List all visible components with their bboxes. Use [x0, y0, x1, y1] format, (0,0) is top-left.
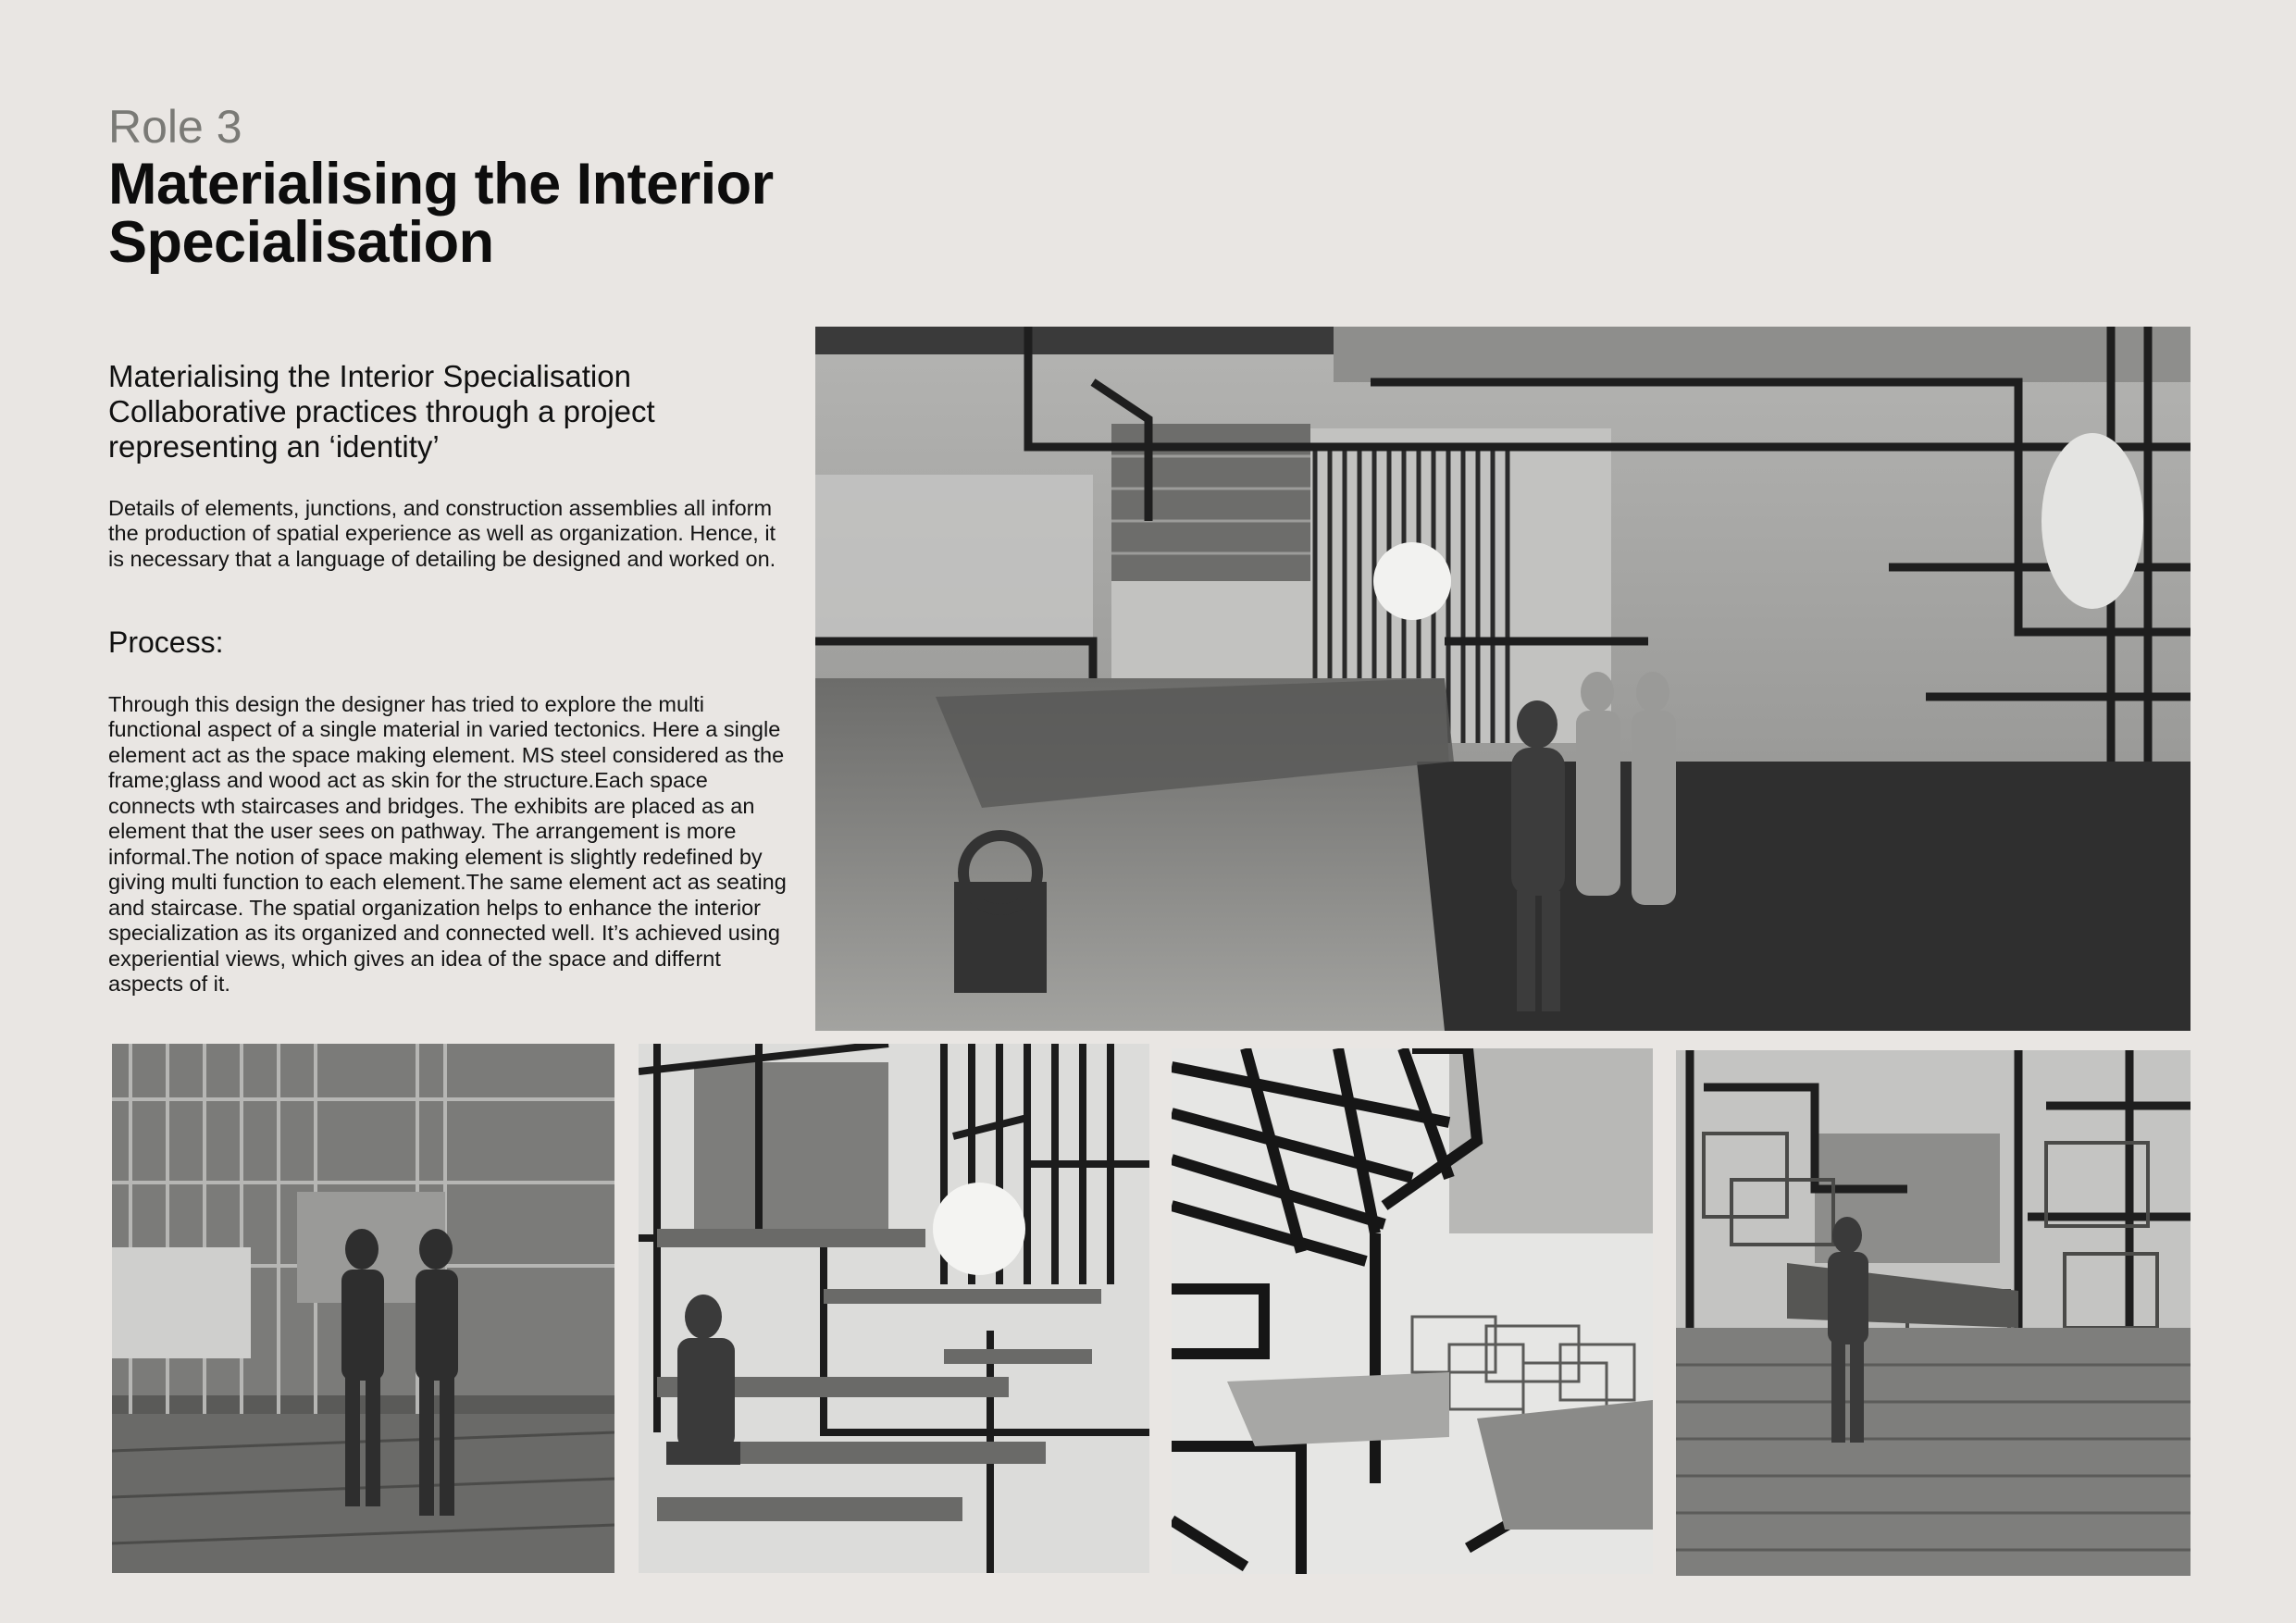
process-paragraph: Through this design the designer has tried to explore the multi functional aspect of a single material in varied tectonics. Here a single element act as the space making element. MS steel considered as the frame;glass and wood act as skin for the structure.Each space connects wth staircases and bridges. The exhibits are placed as an element that the user sees on pathway. The arrangement is more informal.The notion of space making element is slightly redefined by giving multi function to each element.The same element act as seating and staircase. The spatial organization helps to enhance the interior specialization as its organized and connected well. It’s achieved using experiential views, which gives an idea of the space and differnt aspects of it.	[108, 692, 787, 997]
intro-paragraph: Details of elements, junctions, and construction assemblies all inform the production of spatial experience as well as organization. Hence, it is necessary that a language of detailing be designed and worked on.	[108, 496, 776, 571]
hero-render-image	[815, 327, 2191, 1031]
platform-render-image	[1676, 1050, 2191, 1576]
corridor-render-image	[112, 1044, 614, 1573]
page-title: Materialising the Interior Specialisation	[108, 152, 774, 275]
role-label: Role 3	[108, 101, 242, 153]
intro-subheading: Materialising the Interior Specialisation Collaborative practices through a project representing an ‘identity’	[108, 359, 655, 464]
steel-frame-render-image	[1172, 1048, 1653, 1574]
process-heading: Process:	[108, 626, 224, 659]
seating-stairs-render-image	[639, 1044, 1149, 1573]
